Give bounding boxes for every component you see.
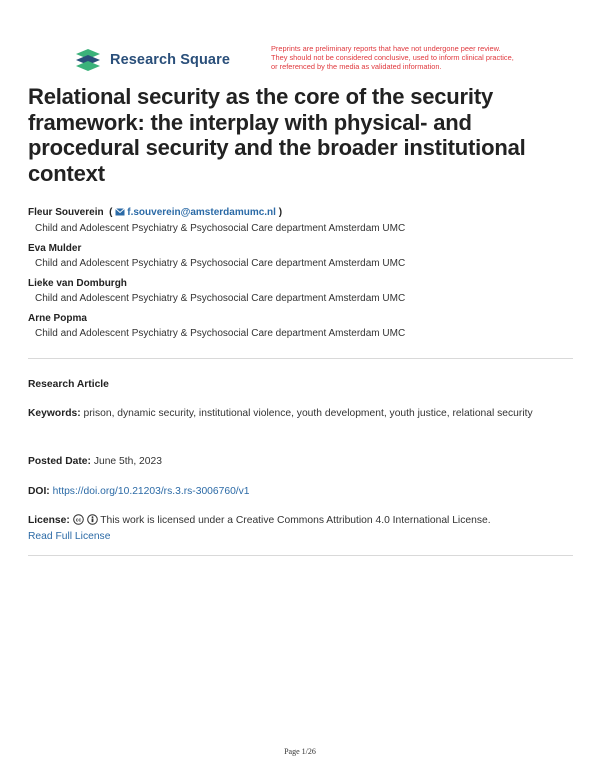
posted-date-label: Posted Date: — [28, 456, 91, 467]
doi-label: DOI: — [28, 486, 50, 497]
author-list — [28, 206, 568, 347]
author-name: Fleur Souverein — [28, 207, 104, 218]
preprint-notice — [271, 44, 551, 71]
doi-link[interactable]: https://doi.org/10.21203/rs.3.rs-3006760/v1 — [52, 486, 250, 497]
email-icon — [115, 207, 125, 220]
divider — [28, 555, 573, 556]
posted-date — [28, 455, 558, 469]
author-affiliation: Child and Adolescent Psychiatry & Psychosocial Care department Amsterdam UMC — [35, 223, 406, 234]
divider — [28, 358, 573, 359]
keywords-value: prison, dynamic security, institutional violence, youth development, youth justice, relational security — [83, 408, 533, 419]
logo-text: Research Square — [110, 52, 230, 68]
article-type: Research Article — [28, 379, 109, 390]
author-name: Arne Popma — [28, 313, 87, 324]
license-label: License: — [28, 515, 70, 526]
author-name: Eva Mulder — [28, 243, 82, 254]
license-text: This work is licensed under a Creative Commons Attribution 4.0 International License. — [100, 515, 491, 526]
license — [28, 514, 558, 544]
notice-line: They should not be considered conclusive, used to inform clinical practice, — [271, 53, 514, 62]
author-item — [28, 312, 568, 340]
author-affiliation: Child and Adolescent Psychiatry & Psychosocial Care department Amsterdam UMC — [35, 258, 406, 269]
author-name: Lieke van Domburgh — [28, 278, 127, 289]
keywords — [28, 407, 558, 421]
page-number: Page 1/26 — [284, 747, 316, 756]
cc-by-icon — [87, 514, 98, 530]
research-square-logo[interactable] — [75, 48, 230, 72]
doi — [28, 485, 558, 499]
keywords-label: Keywords: — [28, 408, 81, 419]
author-email-link[interactable]: f.souverein@amsterdamumc.nl — [127, 207, 276, 218]
header — [75, 44, 545, 78]
author-item — [28, 242, 568, 270]
notice-line: Preprints are preliminary reports that have not undergone peer review. — [271, 44, 501, 53]
svg-text:cc: cc — [75, 517, 81, 524]
posted-date-value: June 5th, 2023 — [93, 456, 162, 467]
research-square-logo-icon — [75, 48, 101, 72]
read-full-license-link[interactable]: Read Full License — [28, 531, 111, 542]
cc-icon — [73, 514, 84, 530]
author-affiliation: Child and Adolescent Psychiatry & Psychosocial Care department Amsterdam UMC — [35, 328, 406, 339]
author-affiliation: Child and Adolescent Psychiatry & Psychosocial Care department Amsterdam UMC — [35, 293, 406, 304]
author-item: Fleur Souverein ( f.souverein@amsterdamumc.nl ) Child and Adolescent Psychiatry & Psychosocial Care department Amsterdam UMC — [28, 206, 568, 235]
paper-title: Relational security as the core of the security framework: the interplay with physical- and procedural security and the broader institutional context — [28, 84, 526, 186]
notice-line: or referenced by the media as validated information. — [271, 62, 442, 71]
author-item — [28, 277, 568, 305]
